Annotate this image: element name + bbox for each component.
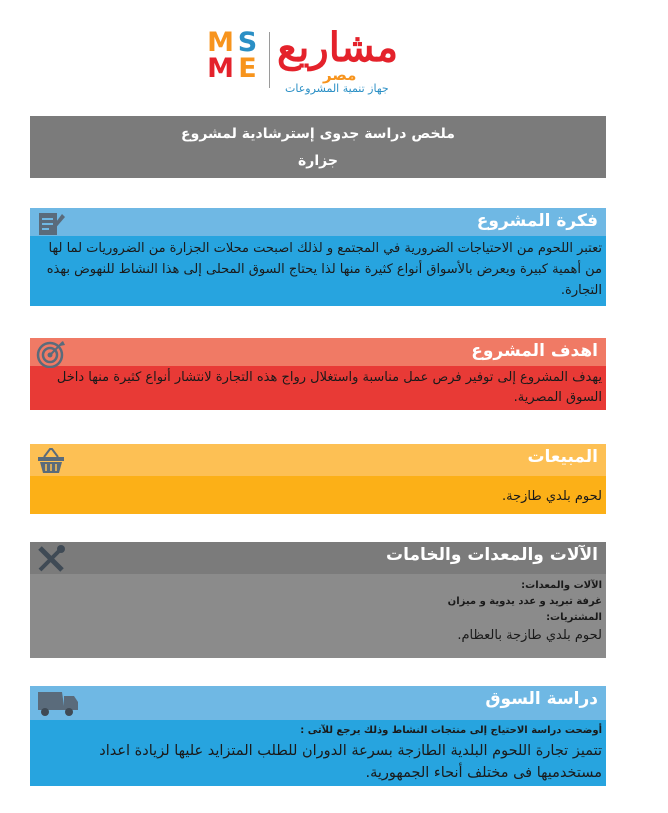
logo-letter-s: S: [237, 27, 258, 58]
section-sales: [30, 444, 606, 514]
logo-letter-m2: M: [207, 53, 234, 84]
basket-icon: [36, 446, 66, 474]
logo-arabic-name: مشاريع: [277, 24, 399, 71]
section-market-study: [30, 686, 606, 786]
section-header: [30, 208, 606, 236]
section-body: [30, 574, 606, 658]
section-header: [30, 686, 606, 720]
section-body: لحوم بلدي طازجة.: [30, 476, 606, 514]
logo-letter-e: E: [238, 53, 257, 84]
section-project-idea: [30, 208, 606, 306]
purchases-text: لحوم بلدي طازجة بالعظام.: [457, 628, 602, 643]
logo-subtitle: جهاز تنمية المشروعات: [285, 82, 389, 95]
market-text: تتميز تجارة اللحوم البلدية الطازجة بسرعة الدوران للطلب المتزايد عليها لزيادة اعداد مستخدميها فى مختلف أنحاء الجمهورية.: [99, 743, 602, 781]
msme-logo: [205, 22, 445, 102]
section-title: اهدف المشروع: [471, 341, 598, 361]
machines-text: غرفة تبريد و عدد يدوية و ميزان: [447, 596, 602, 607]
logo-arabic-country: مصر: [323, 66, 357, 84]
section-title: فكرة المشروع: [476, 211, 598, 231]
msme-letters: [207, 27, 267, 84]
section-body: تعتبر اللحوم من الاحتياجات الضرورية في المجتمع و لذلك اصبحت محلات الجزارة من الضروريات لما لها من أهمية كبيرة ويعرض بالأسواق أنواع كثيرة منها لذا يحتاج السوق المحلى إلى هذا النشاط للنهوض بهذه التجارة.: [30, 236, 606, 306]
section-project-goals: [30, 338, 606, 410]
logo-letter-m: M: [207, 27, 234, 58]
dump-truck-icon: [36, 688, 80, 718]
purchases-label: المشتريات:: [546, 612, 602, 623]
section-equipment: [30, 542, 606, 658]
section-body: يهدف المشروع إلى توفير فرص عمل مناسبة واستغلال رواج هذه التجارة لانتشار أنواع كثيرة منها داخل السوق المصرية.: [30, 366, 606, 410]
section-title: المبيعات: [527, 447, 598, 467]
logo-divider: [269, 32, 270, 88]
section-header: [30, 542, 606, 574]
section-title: دراسة السوق: [485, 689, 598, 709]
section-title: الآلات والمعدات والخامات: [386, 545, 598, 565]
market-intro: أوضحت دراسة الاحتياج إلى منتجات النشاط وذلك يرجع للآتى :: [300, 725, 602, 736]
title-line-1: ملخص دراسة جدوى إسترشادية لمشروع: [181, 126, 455, 142]
document-title: [30, 116, 606, 178]
tools-icon: [36, 544, 66, 572]
target-icon: [36, 340, 66, 368]
title-line-2: جزارة: [298, 153, 338, 169]
section-body: [30, 720, 606, 786]
section-header: [30, 338, 606, 366]
machines-label: الآلات والمعدات:: [521, 580, 602, 591]
section-header: [30, 444, 606, 476]
pencil-paper-icon: [36, 210, 66, 238]
